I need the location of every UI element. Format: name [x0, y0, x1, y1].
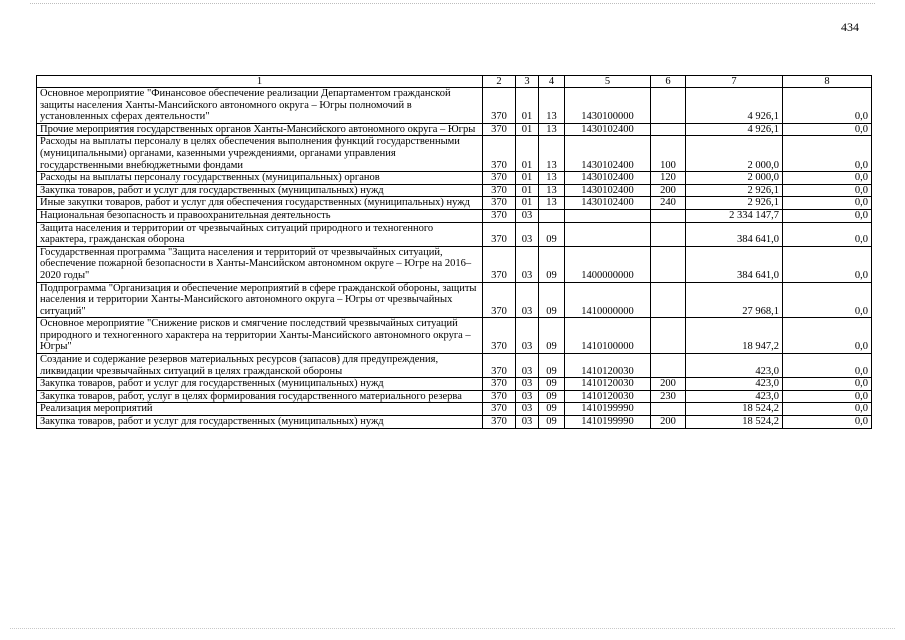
- subsection-cell: 13: [539, 184, 565, 197]
- target-article-cell: 1410120030: [565, 354, 651, 378]
- admin-code-cell: 370: [483, 282, 516, 318]
- amount-secondary-cell: 0,0: [783, 318, 872, 354]
- page-number: 434: [841, 20, 859, 34]
- amount-secondary-cell: 0,0: [783, 209, 872, 222]
- expense-type-cell: 230: [651, 390, 686, 403]
- target-article-cell: 1430102400: [565, 184, 651, 197]
- subsection-cell: 13: [539, 123, 565, 136]
- expense-type-cell: [651, 246, 686, 282]
- section-cell: 01: [516, 172, 539, 185]
- table-row: [37, 136, 872, 172]
- target-article-cell: 1430102400: [565, 136, 651, 172]
- admin-code-cell: 370: [483, 390, 516, 403]
- admin-code-cell: 370: [483, 378, 516, 391]
- scan-edge-top: [30, 3, 875, 4]
- expense-type-cell: [651, 403, 686, 416]
- row-name-cell: Национальная безопасность и правоохранительная деятельность: [37, 209, 483, 222]
- amount-cell: 2 000,0: [686, 172, 783, 185]
- section-cell: 03: [516, 282, 539, 318]
- section-cell: 03: [516, 209, 539, 222]
- target-article-cell: 1400000000: [565, 246, 651, 282]
- subsection-cell: 09: [539, 390, 565, 403]
- admin-code-cell: 370: [483, 209, 516, 222]
- table-row: [37, 318, 872, 354]
- table-row: [37, 222, 872, 246]
- section-cell: 01: [516, 136, 539, 172]
- section-cell: 01: [516, 123, 539, 136]
- subsection-cell: 09: [539, 378, 565, 391]
- scan-edge-bottom: [10, 628, 895, 629]
- amount-cell: 2 926,1: [686, 197, 783, 210]
- table-row: [37, 172, 872, 185]
- section-cell: 03: [516, 403, 539, 416]
- expense-type-cell: [651, 222, 686, 246]
- table-row: [37, 88, 872, 124]
- expense-type-cell: 240: [651, 197, 686, 210]
- admin-code-cell: 370: [483, 416, 516, 429]
- amount-cell: 384 641,0: [686, 246, 783, 282]
- admin-code-cell: 370: [483, 222, 516, 246]
- admin-code-cell: 370: [483, 123, 516, 136]
- expense-type-cell: [651, 209, 686, 222]
- section-cell: 03: [516, 354, 539, 378]
- section-cell: 03: [516, 318, 539, 354]
- table-row: [37, 184, 872, 197]
- amount-cell: 18 524,2: [686, 416, 783, 429]
- section-cell: 01: [516, 184, 539, 197]
- section-cell: 03: [516, 222, 539, 246]
- section-cell: 01: [516, 197, 539, 210]
- amount-cell: 18 947,2: [686, 318, 783, 354]
- row-name-cell: Государственная программа "Защита населения и территорий от чрезвычайных ситуаций, обеспечение пожарной безопасности в Ханты-Мансийском автономном округе – Югре на 2016–2020 годы": [37, 246, 483, 282]
- section-cell: 01: [516, 88, 539, 124]
- row-name-cell: Иные закупки товаров, работ и услуг для обеспечения государственных (муниципальных) нужд: [37, 197, 483, 210]
- table-row: [37, 246, 872, 282]
- table-row: [37, 209, 872, 222]
- amount-secondary-cell: 0,0: [783, 222, 872, 246]
- amount-secondary-cell: 0,0: [783, 136, 872, 172]
- row-name-cell: Защита населения и территории от чрезвычайных ситуаций природного и техногенного характера, гражданская оборона: [37, 222, 483, 246]
- table-row: [37, 282, 872, 318]
- amount-cell: 2 926,1: [686, 184, 783, 197]
- subsection-cell: 13: [539, 88, 565, 124]
- table-row: [37, 378, 872, 391]
- row-name-cell: Закупка товаров, работ и услуг для государственных (муниципальных) нужд: [37, 184, 483, 197]
- budget-table: [36, 75, 872, 429]
- expense-type-cell: [651, 318, 686, 354]
- admin-code-cell: 370: [483, 197, 516, 210]
- row-name-cell: Расходы на выплаты персоналу в целях обеспечения выполнения функций государственными (муниципальными) органами, казенными учреждениями, органами управления государственными внебюджетными фондами: [37, 136, 483, 172]
- amount-cell: 4 926,1: [686, 88, 783, 124]
- amount-secondary-cell: 0,0: [783, 282, 872, 318]
- target-article-cell: 1410000000: [565, 282, 651, 318]
- amount-secondary-cell: 0,0: [783, 197, 872, 210]
- column-header: 4: [539, 76, 565, 88]
- target-article-cell: 1430102400: [565, 197, 651, 210]
- amount-cell: 27 968,1: [686, 282, 783, 318]
- expense-type-cell: 120: [651, 172, 686, 185]
- column-header: 2: [483, 76, 516, 88]
- amount-secondary-cell: 0,0: [783, 416, 872, 429]
- admin-code-cell: 370: [483, 88, 516, 124]
- target-article-cell: 1430102400: [565, 123, 651, 136]
- column-header: 1: [37, 76, 483, 88]
- table-row: [37, 403, 872, 416]
- admin-code-cell: 370: [483, 318, 516, 354]
- amount-secondary-cell: 0,0: [783, 403, 872, 416]
- expense-type-cell: 200: [651, 416, 686, 429]
- row-name-cell: Закупка товаров, работ и услуг для государственных (муниципальных) нужд: [37, 378, 483, 391]
- table-row: [37, 416, 872, 429]
- section-cell: 03: [516, 378, 539, 391]
- amount-secondary-cell: 0,0: [783, 246, 872, 282]
- section-cell: 03: [516, 246, 539, 282]
- target-article-cell: 1410120030: [565, 378, 651, 391]
- row-name-cell: Реализация мероприятий: [37, 403, 483, 416]
- target-article-cell: [565, 209, 651, 222]
- row-name-cell: Создание и содержание резервов материальных ресурсов (запасов) для предупреждения, ликвидации чрезвычайных ситуаций в целях гражданской обороны: [37, 354, 483, 378]
- target-article-cell: [565, 222, 651, 246]
- admin-code-cell: 370: [483, 246, 516, 282]
- header-row: [37, 76, 872, 88]
- subsection-cell: 09: [539, 222, 565, 246]
- target-article-cell: 1410199990: [565, 403, 651, 416]
- amount-secondary-cell: 0,0: [783, 354, 872, 378]
- expense-type-cell: 200: [651, 184, 686, 197]
- subsection-cell: 09: [539, 403, 565, 416]
- table-row: [37, 123, 872, 136]
- expense-type-cell: [651, 123, 686, 136]
- expense-type-cell: [651, 354, 686, 378]
- subsection-cell: [539, 209, 565, 222]
- subsection-cell: 09: [539, 318, 565, 354]
- amount-secondary-cell: 0,0: [783, 88, 872, 124]
- amount-secondary-cell: 0,0: [783, 390, 872, 403]
- target-article-cell: 1430102400: [565, 172, 651, 185]
- subsection-cell: 09: [539, 246, 565, 282]
- target-article-cell: 1410120030: [565, 390, 651, 403]
- row-name-cell: Подпрограмма "Организация и обеспечение мероприятий в сфере гражданской обороны, защиты населения и территории Ханты-Мансийского автономного округа – Югры от чрезвычайных ситуаций": [37, 282, 483, 318]
- amount-cell: 384 641,0: [686, 222, 783, 246]
- admin-code-cell: 370: [483, 136, 516, 172]
- amount-cell: 423,0: [686, 390, 783, 403]
- column-header: 3: [516, 76, 539, 88]
- column-header: 8: [783, 76, 872, 88]
- row-name-cell: Закупка товаров, работ, услуг в целях формирования государственного материального резерва: [37, 390, 483, 403]
- target-article-cell: 1410199990: [565, 416, 651, 429]
- column-header: 5: [565, 76, 651, 88]
- admin-code-cell: 370: [483, 184, 516, 197]
- row-name-cell: Основное мероприятие "Финансовое обеспечение реализации Департаментом гражданской защиты населения Ханты-Мансийского автономного округа – Югры полномочий в установленных сферах деятельности": [37, 88, 483, 124]
- amount-secondary-cell: 0,0: [783, 123, 872, 136]
- row-name-cell: Расходы на выплаты персоналу государственных (муниципальных) органов: [37, 172, 483, 185]
- subsection-cell: 13: [539, 136, 565, 172]
- table-row: [37, 197, 872, 210]
- amount-cell: 2 000,0: [686, 136, 783, 172]
- amount-secondary-cell: 0,0: [783, 172, 872, 185]
- table-row: [37, 390, 872, 403]
- section-cell: 03: [516, 390, 539, 403]
- admin-code-cell: 370: [483, 354, 516, 378]
- amount-cell: 2 334 147,7: [686, 209, 783, 222]
- column-header: 7: [686, 76, 783, 88]
- admin-code-cell: 370: [483, 172, 516, 185]
- row-name-cell: Основное мероприятие "Снижение рисков и смягчение последствий чрезвычайных ситуаций природного и техногенного характера на территории Ханты-Мансийского автономного округа – Югры": [37, 318, 483, 354]
- expense-type-cell: [651, 88, 686, 124]
- amount-cell: 423,0: [686, 354, 783, 378]
- section-cell: 03: [516, 416, 539, 429]
- subsection-cell: 09: [539, 354, 565, 378]
- expense-type-cell: 100: [651, 136, 686, 172]
- subsection-cell: 13: [539, 197, 565, 210]
- row-name-cell: Закупка товаров, работ и услуг для государственных (муниципальных) нужд: [37, 416, 483, 429]
- target-article-cell: 1410100000: [565, 318, 651, 354]
- amount-cell: 18 524,2: [686, 403, 783, 416]
- admin-code-cell: 370: [483, 403, 516, 416]
- expense-type-cell: [651, 282, 686, 318]
- subsection-cell: 09: [539, 282, 565, 318]
- amount-cell: 423,0: [686, 378, 783, 391]
- subsection-cell: 09: [539, 416, 565, 429]
- column-header: 6: [651, 76, 686, 88]
- amount-cell: 4 926,1: [686, 123, 783, 136]
- target-article-cell: 1430100000: [565, 88, 651, 124]
- table-row: [37, 354, 872, 378]
- amount-secondary-cell: 0,0: [783, 378, 872, 391]
- table-body: [37, 88, 872, 429]
- amount-secondary-cell: 0,0: [783, 184, 872, 197]
- subsection-cell: 13: [539, 172, 565, 185]
- expense-type-cell: 200: [651, 378, 686, 391]
- row-name-cell: Прочие мероприятия государственных органов Ханты-Мансийского автономного округа – Югры: [37, 123, 483, 136]
